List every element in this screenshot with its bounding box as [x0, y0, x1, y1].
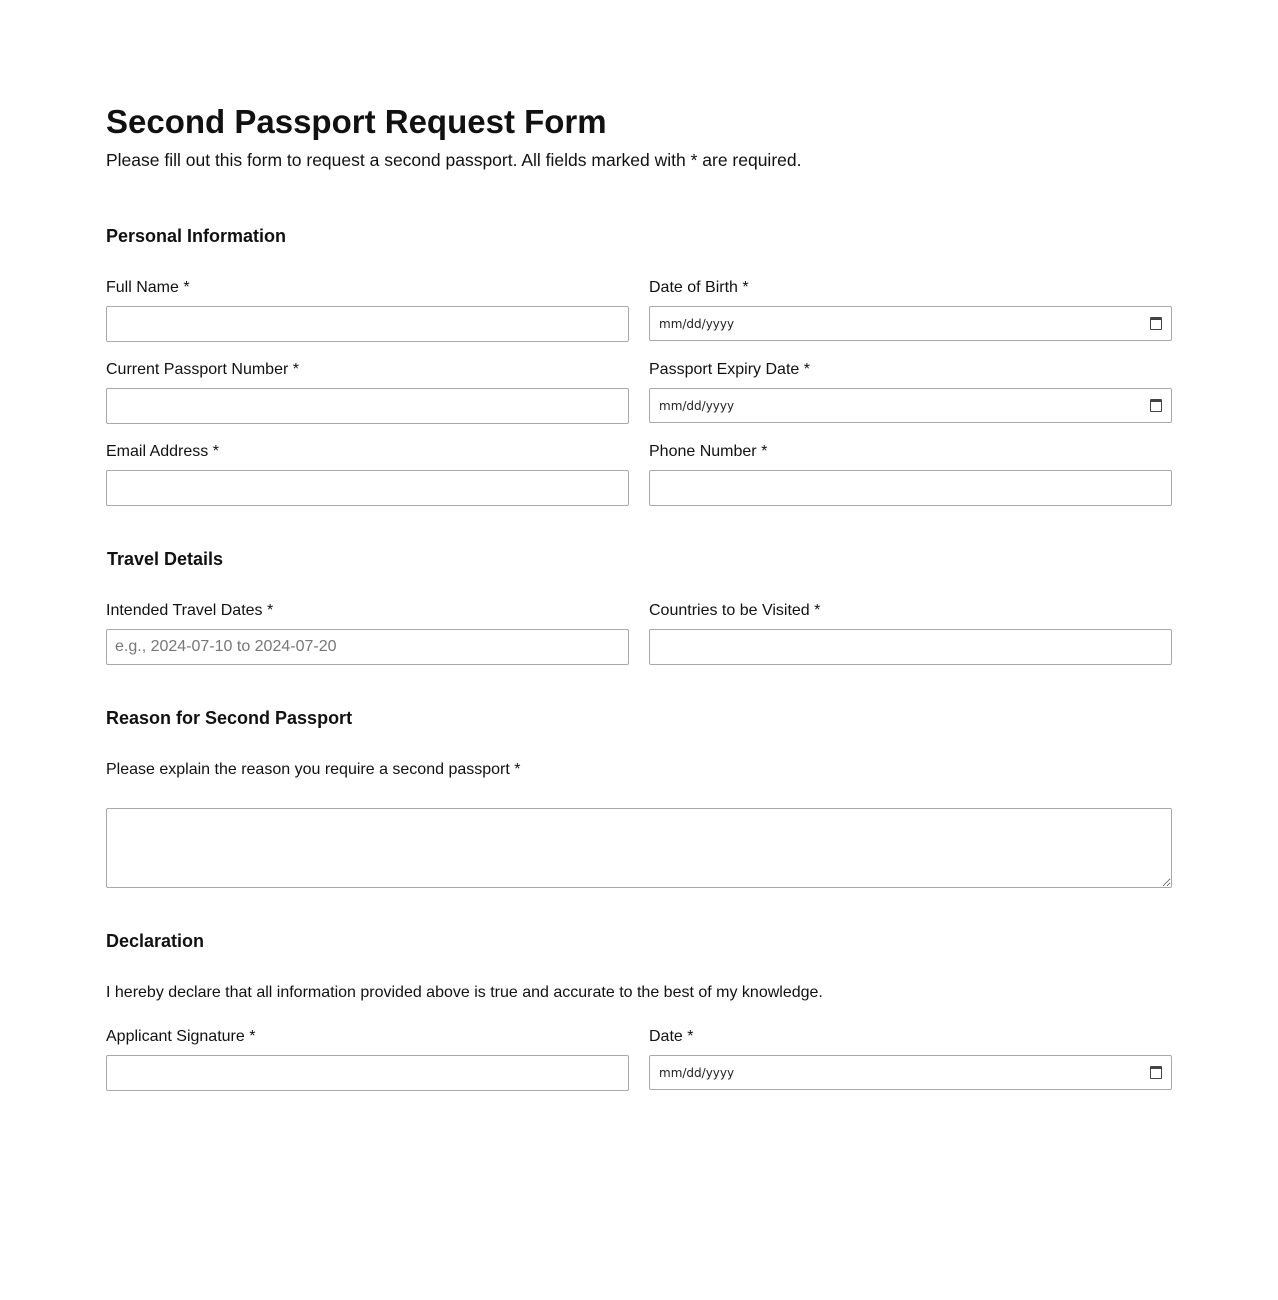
- expiry-placeholder: mm/dd/yyyy: [659, 398, 735, 413]
- dob-label: Date of Birth *: [649, 279, 749, 296]
- page-title: Second Passport Request Form: [106, 103, 607, 140]
- passport-number-label: Current Passport Number *: [106, 361, 299, 378]
- email-input[interactable]: [106, 470, 629, 506]
- section-travel-details: Travel Details: [107, 549, 224, 569]
- countries-label: Countries to be Visited *: [649, 602, 821, 619]
- phone-input[interactable]: [649, 470, 1172, 506]
- calendar-icon[interactable]: [1150, 399, 1162, 412]
- section-declaration: Declaration: [106, 931, 205, 951]
- email-label: Email Address *: [106, 443, 219, 460]
- dob-input[interactable]: [649, 306, 1172, 341]
- calendar-icon[interactable]: [1150, 317, 1162, 330]
- date-placeholder: mm/dd/yyyy: [659, 1065, 735, 1080]
- dob-placeholder: mm/dd/yyyy: [659, 316, 735, 331]
- reason-label: Please explain the reason you require a second passport *: [106, 761, 521, 778]
- travel-dates-placeholder: e.g., 2024-07-10 to 2024-07-20: [115, 638, 337, 655]
- expiry-label: Passport Expiry Date *: [649, 361, 810, 378]
- expiry-date-input[interactable]: [649, 388, 1172, 423]
- signature-label: Applicant Signature *: [106, 1028, 256, 1045]
- calendar-icon[interactable]: [1150, 1066, 1162, 1079]
- reason-textarea[interactable]: [106, 808, 1172, 888]
- page-subtitle: Please fill out this form to request a second passport. All fields marked with * are required.: [106, 150, 802, 170]
- countries-input[interactable]: [649, 629, 1172, 665]
- travel-dates-label: Intended Travel Dates *: [106, 602, 274, 619]
- full-name-label: Full Name *: [106, 279, 190, 296]
- full-name-input[interactable]: [106, 306, 629, 342]
- date-label: Date *: [649, 1028, 694, 1045]
- phone-label: Phone Number *: [649, 443, 768, 460]
- passport-number-input[interactable]: [106, 388, 629, 424]
- date-input[interactable]: [649, 1055, 1172, 1090]
- declaration-text: I hereby declare that all information provided above is true and accurate to the best of my knowledge.: [106, 984, 823, 1001]
- signature-input[interactable]: [106, 1055, 629, 1091]
- section-personal-information: Personal Information: [106, 226, 287, 246]
- travel-dates-input[interactable]: [106, 629, 629, 665]
- section-reason: Reason for Second Passport: [106, 708, 353, 728]
